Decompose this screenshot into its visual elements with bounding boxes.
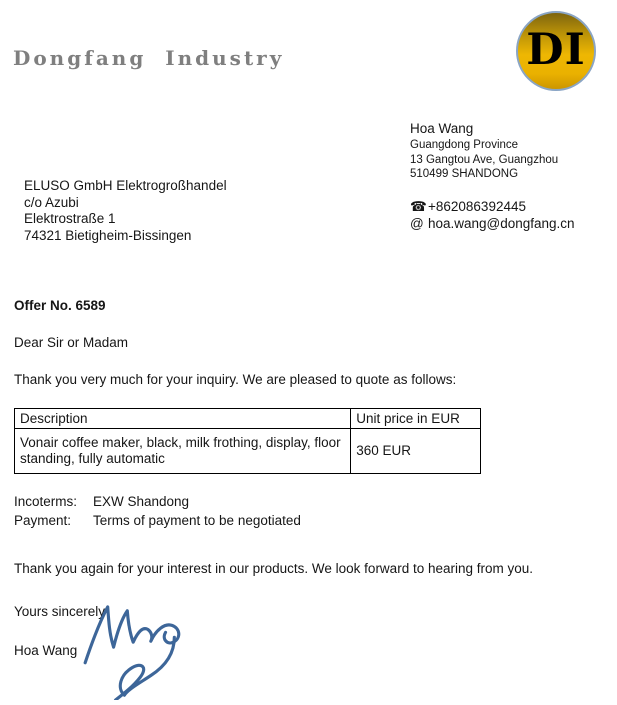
sender-email: hoa.wang@dongfang.cn — [428, 216, 575, 231]
signature-image — [82, 602, 202, 700]
sender-phone: +862086392445 — [428, 198, 526, 214]
sender-contacts — [410, 198, 575, 233]
sender-address-line: Guangdong Province — [410, 139, 519, 151]
incoterms-label: Incoterms: — [14, 494, 78, 509]
offer-subject-line: Offer No. 6589 — [14, 298, 106, 313]
company-logo-monogram: DI — [526, 24, 586, 75]
sender-name: Hoa Wang — [410, 121, 474, 136]
valediction: Yours sincerely — [14, 604, 106, 619]
company-brand-title: Dongfang Industry — [13, 46, 285, 70]
table-row — [15, 429, 481, 474]
recipient-address-block — [24, 178, 227, 244]
item-price-cell: 360 EUR — [351, 429, 481, 474]
sender-address-line: 13 Gangtou Ave, Guangzhou — [410, 153, 559, 166]
offer-table-header-row — [15, 409, 481, 429]
recipient-line: ELUSO GmbH Elektrogroßhandel — [24, 178, 227, 193]
recipient-line: Elektrostraße 1 — [24, 211, 116, 226]
handwritten-signature — [82, 602, 202, 700]
payment-value: Terms of payment to be negotiated — [93, 512, 301, 528]
item-description-cell: Vonair coffee maker, black, milk frothing, display, floor standing, fully automatic — [15, 429, 351, 474]
company-logo — [516, 11, 596, 91]
at-sign-icon: @ — [410, 216, 424, 231]
intro-paragraph: Thank you very much for your inquiry. We are pleased to quote as follows: — [14, 372, 457, 387]
sender-phone-row — [410, 198, 575, 216]
payment-label: Payment: — [14, 512, 72, 528]
signer-name: Hoa Wang — [14, 643, 78, 658]
incoterms-value: EXW Shandong — [93, 494, 190, 509]
unit-price-column-header: Unit price in EUR — [351, 409, 481, 429]
salutation: Dear Sir or Madam — [14, 335, 129, 350]
closing-paragraph: Thank you again for your interest in our products. We look forward to hearing from you. — [14, 561, 534, 576]
sender-address-line: 510499 SHANDONG — [410, 168, 519, 180]
description-column-header: Description — [15, 409, 351, 429]
incoterms-row — [14, 493, 301, 512]
sender-address-block — [410, 120, 575, 233]
payment-row — [14, 512, 301, 531]
sender-email-row — [410, 215, 575, 233]
terms-block — [14, 493, 301, 530]
offer-table — [14, 408, 481, 474]
recipient-line: c/o Azubi — [24, 194, 79, 210]
telephone-icon: ☎ — [410, 198, 427, 214]
recipient-line: 74321 Bietigheim-Bissingen — [24, 227, 192, 243]
